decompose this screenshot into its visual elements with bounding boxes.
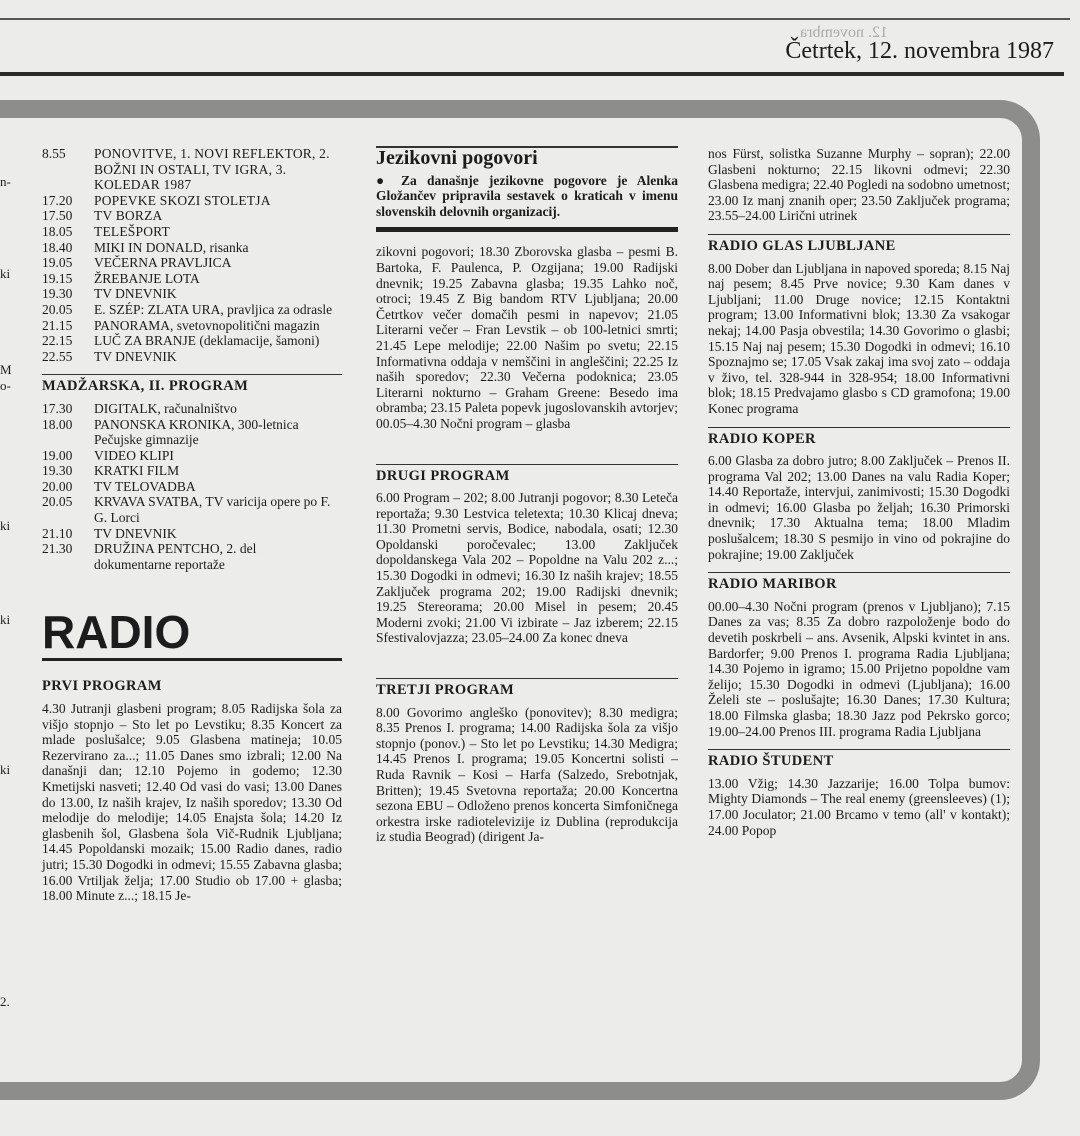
jezikovni-heading: Jezikovni pogovori	[376, 146, 678, 167]
edge-fragment: M	[0, 362, 12, 377]
mirrored-bleedthrough-text: 12. novembra	[800, 24, 888, 41]
date-line: Četrtek, 12. novembra 1987	[785, 38, 1054, 64]
column-local-radio	[708, 146, 1010, 838]
listing-row: 20.05 KRVAVA SVATBA, TV varicija opere po F. G. Lorci	[42, 494, 331, 526]
listing-row: 19.15 ŽREBANJE LOTA	[42, 270, 200, 286]
edge-fragment: ki	[0, 266, 11, 281]
listing-row: 19.30 TV DNEVNIK	[42, 286, 177, 302]
section-heading-tretji: TRETJI PROGRAM	[376, 678, 678, 699]
edge-fragment: 2.	[0, 994, 10, 1009]
listing-row: 18.05 TELEŠPORT	[42, 223, 170, 239]
listing-row: 20.05 E. SZÉP: ZLATA URA, pravljica za odrasle	[42, 301, 333, 317]
listing-row: 8.55 PONOVITVE, 1. NOVI REFLEKTOR, 2. BOŽNI IN OSTALI, TV IGRA, 3. KOLEDAR 1987	[42, 146, 330, 193]
edge-fragment: ki	[0, 612, 11, 627]
prvi-program-text: 4.30 Jutranji glasbeni program; 8.05 Radijska šola za višjo stopnjo – Sto let po Levstiku; 8.35 Koncert za mlade poslušalce; 9.05 Glasbena matineja; 10.05 Rezervirano za...; 11.05 Danes smo izbrali; 12.00 Na današnji dan; 12.10 Pojemo in godemo; 12.30 Kmetijski nasveti; 12.40 Od vasi do vasi; 13.00 Danes do 13.00, Iz naših krajev, Iz naših sporedov; 13.30 Od melodije do melodije; 14.05 Enajsta šola; 14.20 Iz glasbenih šol, Glasbena šola Vič-Rudnik Ljubljana; 14.45 Popoldanski mozaik; 15.00 Radio danes, radio jutri; 15.30 Dogodki in odmevi; 15.55 Zabavna glasba; 16.00 Vrtiljak želja; 17.00 Studio ob 17.00 + glasba; 18.00 Minute z...; 18.15 Je-	[42, 701, 342, 904]
listing-row: 17.30 DIGITALK, računalništvo	[42, 400, 237, 416]
header-rule	[0, 72, 1064, 76]
tv-listing	[42, 146, 342, 364]
listing-row: 22.55 TV DNEVNIK	[42, 348, 177, 364]
glas-ljubljane-text: 8.00 Dober dan Ljubljana in napoved sporeda; 8.15 Naj naj pesem; 8.45 Prve novice; 9.30 Kam danes v Ljubljani; 11.00 Druge novice; 12.15 Kontaktni program; 13.00 Informativni blok; 13.30 Za vsakogar nekaj; 14.00 Pasja obvestila; 14.30 Govorimo o glasbi; 15.15 Naj naj pesem; 15.30 Dogodki in odmevi; 16.10 Spoznajmo se; 17.05 Vsak zakaj ima svoj zato – oddaja v živo, tel. 328-944 in 328-954; 18.00 Informativni blok; 18.15 Predvajamo glasbo s CD gramofona; 19.00 Konec programa	[708, 260, 1010, 416]
maribor-text: 00.00–4.30 Nočni program (prenos v Ljubljano); 7.15 Danes za vas; 8.35 Za dobro razpoloženje bodo do devetih poskrbeli – ans. Avsenik, Alpski kvintet in ans. Bardorfer; 9.00 Prenos I. programa Radia Ljubljana; 14.30 Pojemo in igramo; 15.00 Prijetno popoldne vam želijo; 15.30 Dogodki in odmevi (Ljubljana); 16.00 Želeli ste – poslušajte; 16.30 Danes; 17.30 Kultura; 18.00 Filmska glasba; 18.30 Jazz pod Pekrsko gorco; 19.00–24.00 Prenos III. programa Radia Ljubljana	[708, 598, 1010, 739]
section-heading-prvi: PRVI PROGRAM	[42, 678, 162, 695]
tretji-continuation-text: nos Fürst, solistka Suzanne Murphy – sopran); 22.00 Glasbeni nokturno; 22.15 likovni odmevi; 22.30 Glasbena medigra; 22.40 Pogledi na sodobno umetnost; 23.00 Iz manj znanih oper; 23.50 Zaključek programa; 23.55–24.00 Lirični utrinek	[708, 146, 1010, 224]
tretji-program-text: 8.00 Govorimo angleško (ponovitev); 8.30 medigra; 8.35 Prenos I. programa; 14.00 Radijska šola za višjo stopnjo (ponov.) – Sto let po Levstiku; 14.30 Medigra; 14.45 Prenos I. programa; 19.05 Koncertni solisti – Ruda Ravnik – Kosi – Harfa (Salzedo, Srebotnjak, Britten); 19.45 Svetovna reportaža; 20.00 Koncertna sezona EBU – Odloženo prenos koncerta Simfoničnega orkestra irske radiotelevizije iz Dublina (reprodukcija iz studia Beograd) (dirigent Ja-	[376, 704, 678, 845]
listing-row: 21.30 DRUŽINA PENTCHO, 2. del	[42, 541, 257, 557]
edge-fragment: n-	[0, 174, 11, 189]
edge-fragment: ki	[0, 762, 11, 777]
edge-fragment: ki	[0, 518, 11, 533]
listing-row: 17.50 TV BORZA	[42, 208, 163, 224]
drugi-program-text: 6.00 Program – 202; 8.00 Jutranji pogovor; 8.30 Leteča reportaža; 9.30 Lestvica teletexta; 10.30 Klicaj dneva; 11.30 Prometni servis, Bodice, nabodala, osati; 12.30 Opoldanski poročevalec; 13.00 Zaključek dopoldanskega Vala 202 – Popoldne na Valu 202 z...; 15.30 Dogodki in odmevi; 16.30 Iz naših krajev; 18.55 Zaključek programa 202; 19.00 Radijski dnevnik; 19.25 Stereorama; 20.00 Misel in pesem; 20.45 Moderni zvoki; 21.00 Vi izbirate – Jaz izberem; 22.15 Sfestivalovjazza; 23.05–24.00 Za konec dneva	[376, 490, 678, 646]
listing-row: 19.05 VEČERNA PRAVLJICA	[42, 255, 232, 271]
column-programs	[376, 146, 678, 845]
jezikovni-text: zikovni pogovori; 18.30 Zborovska glasba – pesmi B. Bartoka, F. Paulenca, P. Ozgijana; 19.00 Radijski dnevnik; 19.25 Zabavna glasba; 19.35 Lahko noč, otroci; 19.45 Z Big bandom RTV Ljubljana; 20.00 Četrtkov večer domačih pesmi in napevov; 21.05 Literarni večer – Fran Levstik – ob 100-letnici smrti; 21.45 Lepe melodije; 22.00 Našim po svetu; 22.15 Informativna oddaja v nemščini in angleščini; 22.25 Iz naših sporedov; 22.30 Večerna podoknica; 23.05 Literarni nokturno – Graham Greene: Besedo ima obramba; 23.15 Paleta popevk jugoslovanskih avtorjev; 00.05–4.30 Nočni program – glasba	[376, 244, 678, 431]
edge-fragment: o-	[0, 378, 11, 393]
koper-text: 6.00 Glasba za dobro jutro; 8.00 Zaključek – Prenos II. programa Val 202; 13.00 Danes na valu Radia Koper; 14.40 Reportaže, intervjui, zanimivosti; 15.30 Dogodki in odmevi; 16.00 Glasba po željah; 16.30 Primorski dnevnik; 17.30 Aktualna tema; 18.00 Mladim poslušalcem; 18.30 S pesmijo in vino od pokrajine do pokrajine; 19.00 Zaključek	[708, 453, 1010, 562]
listing-row: 19.30 KRATKI FILM	[42, 463, 180, 479]
section-heading-koper: RADIO KOPER	[708, 427, 1010, 448]
listing-row: 18.00 PANONSKA KRONIKA, 300-letnica Pečujske gimnazije	[42, 416, 299, 448]
listing-row: 19.00 VIDEO KLIPI	[42, 447, 174, 463]
listing-row: 17.20 POPEVKE SKOZI STOLETJA	[42, 192, 271, 208]
section-heading-glas: RADIO GLAS LJUBLJANE	[708, 234, 1010, 255]
student-text: 13.00 Vžig; 14.30 Jazzarije; 16.00 Tolpa bumov: Mighty Diamonds – The real enemy (greensleeves) (1); 17.00 Joculator; 21.00 Brcamo v temo (all' v kontakt); 24.00 Popop	[708, 775, 1010, 838]
listing-note: dokumentarne reportaže	[94, 556, 225, 572]
column-tv-radio	[42, 146, 342, 904]
top-rule	[0, 18, 1070, 20]
listing-row: 21.10 TV DNEVNIK	[42, 525, 177, 541]
listing-row: 18.40 MIKI IN DONALD, risanka	[42, 239, 249, 255]
jezikovni-lead: ● Za današnje jezikovne pogovore je Alenka Gložančev pripravila sestavek o kraticah v imenu slovenskih delovnih organizacij.	[376, 172, 678, 219]
section-heading-maribor: RADIO MARIBOR	[708, 572, 1010, 593]
section-heading-student: RADIO ŠTUDENT	[708, 749, 1010, 770]
madzarska-listing	[42, 401, 342, 573]
section-heading-madzarska: MADŽARSKA, II. PROGRAM	[42, 374, 342, 395]
radio-title: RADIO	[42, 608, 342, 661]
listing-row: 22.15 LUČ ZA BRANJE (deklamacije, šamoni)	[42, 333, 320, 349]
listing-row: 21.15 PANORAMA, svetovnopolitični magazin	[42, 317, 320, 333]
heavy-rule	[376, 227, 678, 232]
listing-row: 20.00 TV TELOVADBA	[42, 478, 196, 494]
section-heading-drugi: DRUGI PROGRAM	[376, 464, 678, 485]
